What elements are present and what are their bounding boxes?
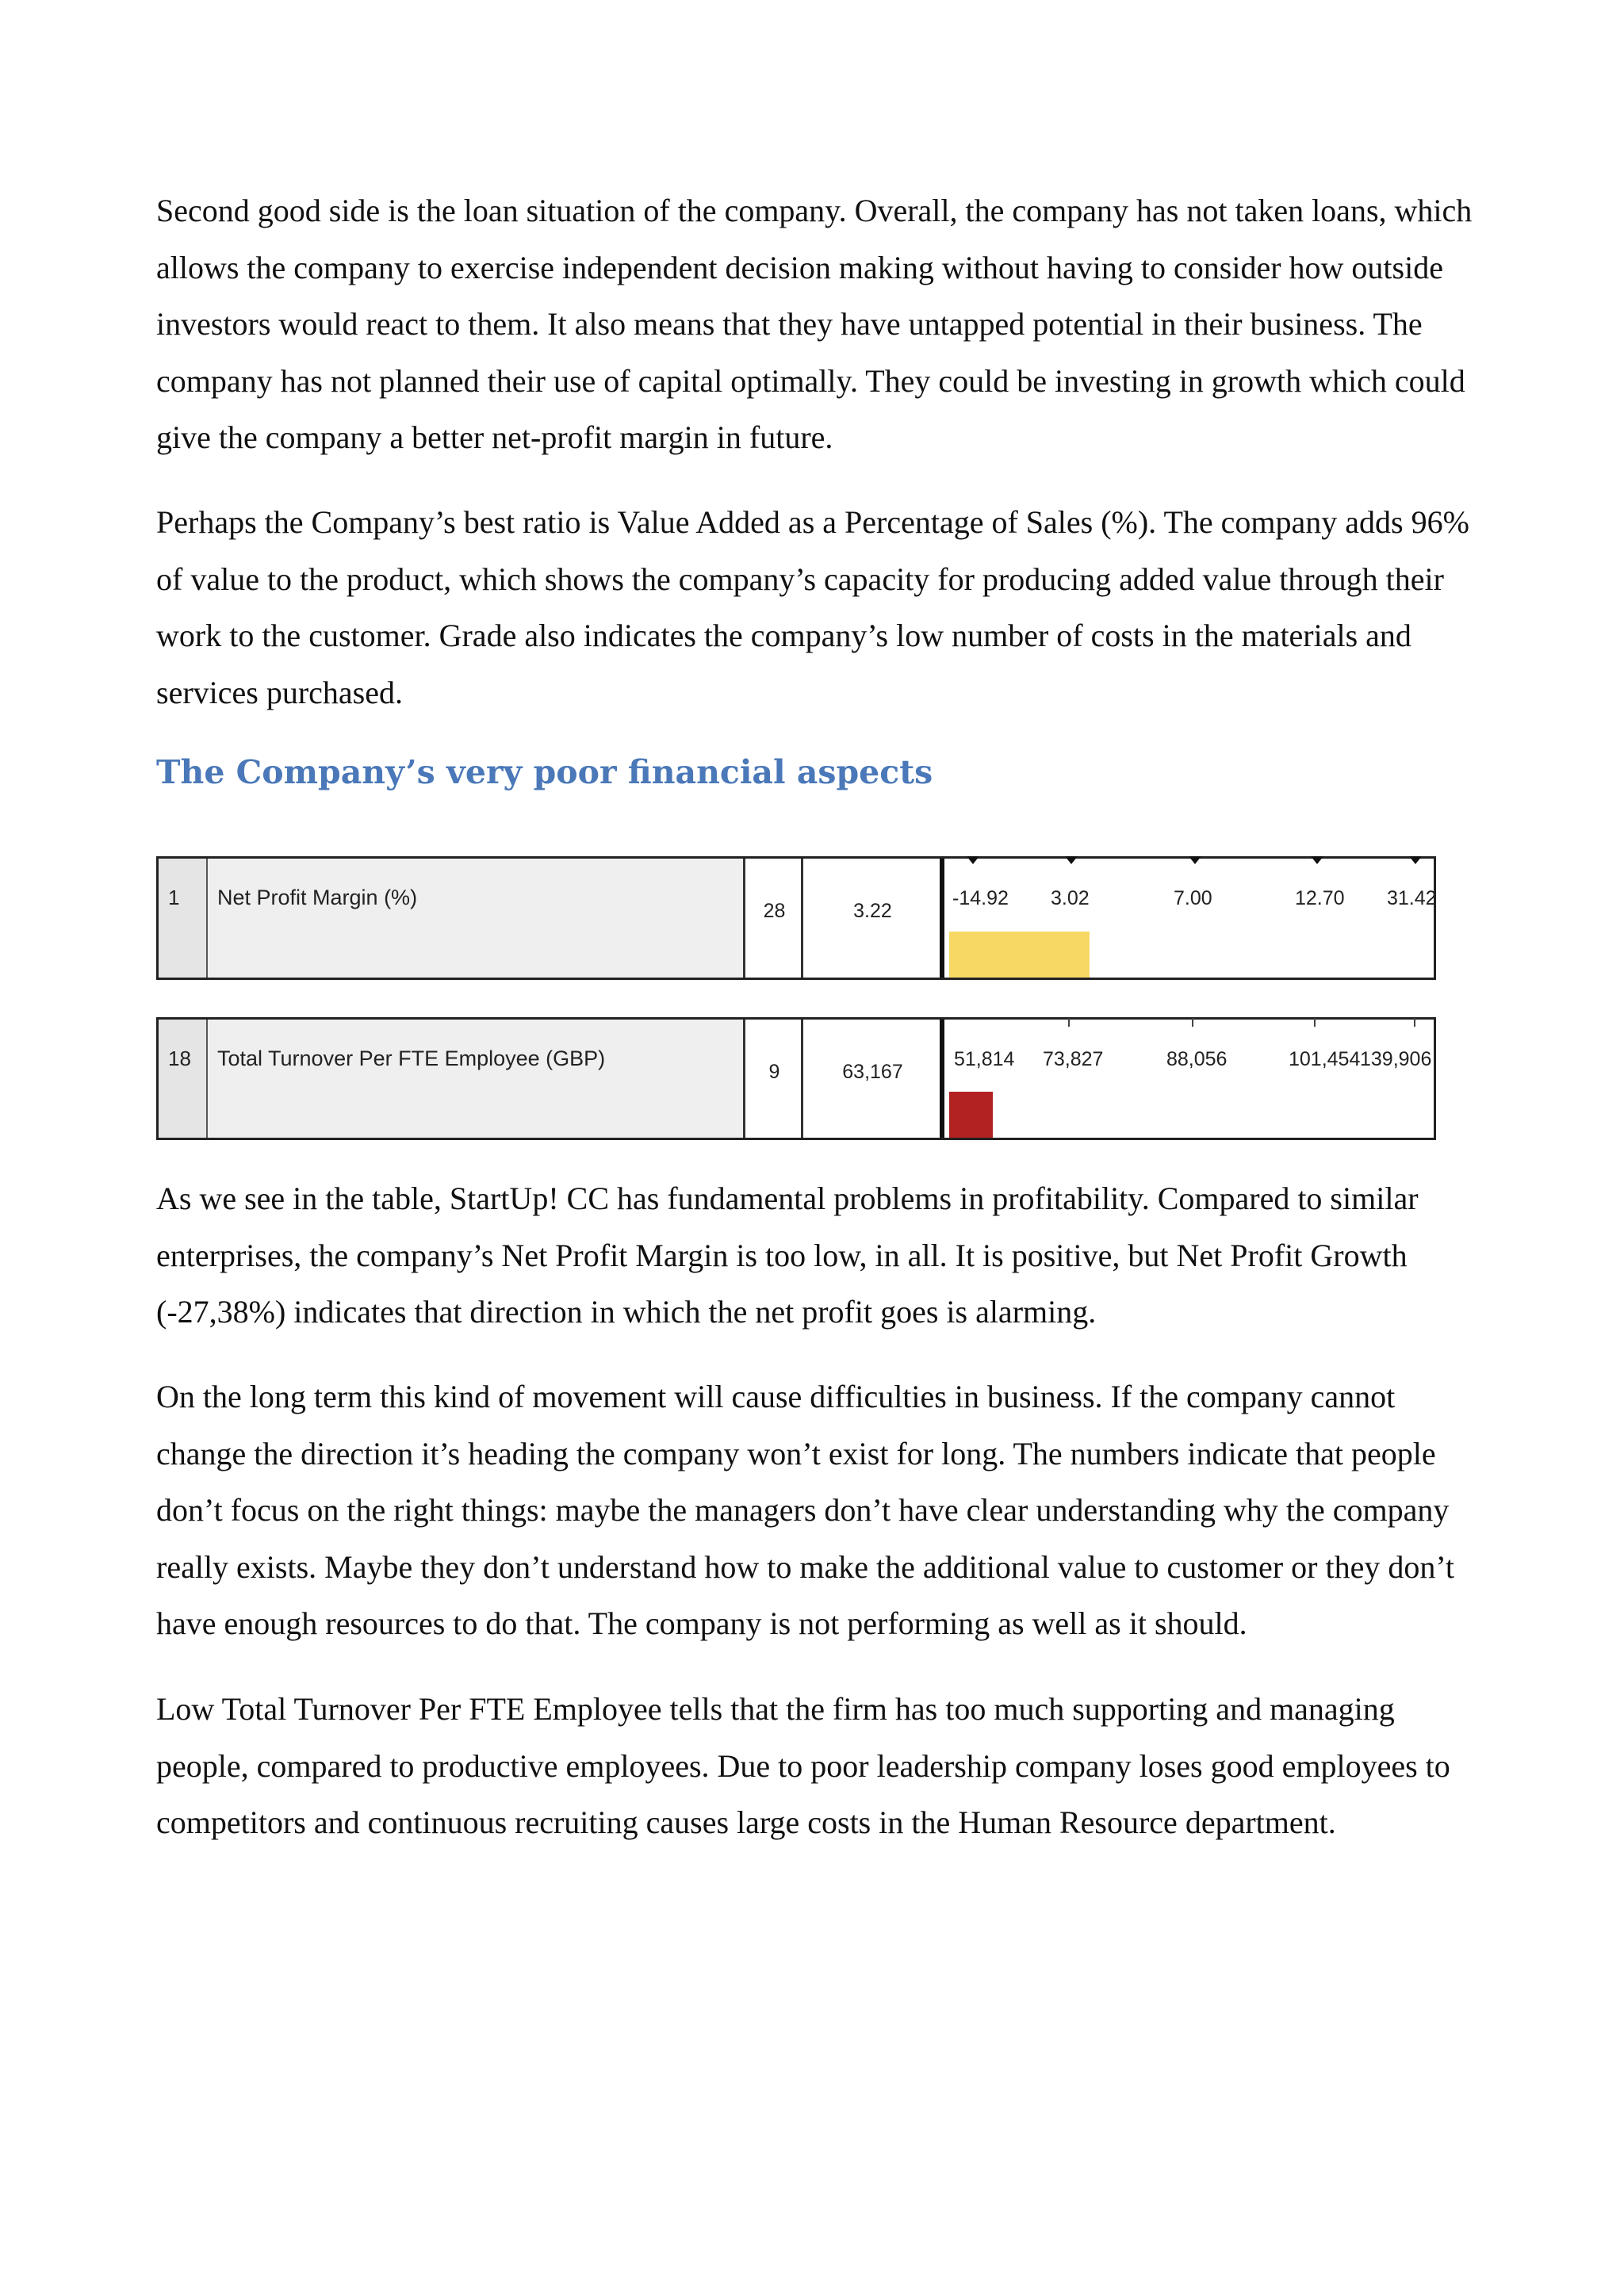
ratio-name-cell bbox=[208, 1020, 745, 1138]
ratio-number: 1 bbox=[168, 886, 180, 909]
ratio-value: 3.22 bbox=[853, 900, 892, 922]
quartile-marker bbox=[1065, 856, 1078, 864]
ratio-count-cell bbox=[748, 859, 803, 978]
scale-label: 101,454 bbox=[1289, 1048, 1361, 1070]
ratio-number: 18 bbox=[168, 1047, 191, 1070]
quartile-tick bbox=[1192, 1018, 1193, 1027]
ratio-table-turnover-per-employee bbox=[156, 1017, 1436, 1140]
paragraph-profitability: As we see in the table, StartUp! CC has fundamental problems in profitability. Compared to similar enterprises, the company’s Net Profit Margin is too low, in all. It is positive, but Net Profit Growth (-27,38%) indicates that direction in which the net profit goes is alarming. bbox=[156, 1181, 1419, 1330]
ratio-count-cell bbox=[748, 1020, 803, 1138]
ratio-name: Total Turnover Per FTE Employee (GBP) bbox=[217, 1047, 606, 1070]
quartile-marker bbox=[967, 856, 979, 864]
ratio-value-cell bbox=[806, 1020, 944, 1138]
ratio-name: Net Profit Margin (%) bbox=[217, 886, 418, 909]
quartile-tick bbox=[1068, 1018, 1070, 1027]
ratio-scale-cell bbox=[949, 1020, 1434, 1138]
paragraph-value-added: Perhaps the Company’s best ratio is Value Added as a Percentage of Sales (%). The company adds 96% of value to the product, which shows the company’s capacity for producing added value through their work to the customer. Grade also indicates the company’s low number of costs in the materials and services purchased. bbox=[156, 504, 1469, 710]
ratio-scale-cell bbox=[949, 859, 1437, 978]
ratio-value: 63,167 bbox=[842, 1061, 903, 1083]
paragraph-loans: Second good side is the loan situation of the company. Overall, the company has not taken loans, which allows the company to exercise independent decision making without having to consider how outside investors would react to them. It also means that they have untapped potential in their business. The company has not planned their use of capital optimally. They could be investing in growth which could give the company a better net-profit margin in future. bbox=[156, 193, 1473, 455]
ratio-number-cell bbox=[159, 859, 208, 978]
ratio-count: 9 bbox=[768, 1061, 780, 1083]
scale-label: 7.00 bbox=[1174, 887, 1212, 909]
quartile-tick bbox=[1314, 1018, 1316, 1027]
quartile-marker bbox=[1311, 856, 1323, 864]
ratio-name-cell bbox=[208, 859, 745, 978]
ratio-bar bbox=[949, 932, 1090, 978]
scale-label: 88,056 bbox=[1166, 1048, 1228, 1070]
scale-label: 31.42 bbox=[1387, 887, 1437, 909]
scale-label: 3.02 bbox=[1051, 887, 1090, 909]
scale-label: 73,827 bbox=[1043, 1048, 1104, 1070]
section-heading: The Company’s very poor financial aspects bbox=[156, 753, 933, 791]
paragraph-turnover: Low Total Turnover Per FTE Employee tells that the firm has too much supporting and managing people, compared to productive employees. Due to poor leadership company loses good employees to competitors and continuous recruiting causes large costs in the Human Resource department. bbox=[156, 1691, 1450, 1840]
paragraph-long-term: On the long term this kind of movement will cause difficulties in business. If the company cannot change the direction it’s heading the company won’t exist for long. The numbers indicate that people don’t focus on the right things: maybe the managers don’t have clear understanding why the company really exists. Maybe they don’t understand how to make the additional value to customer or they don’t have enough resources to do that. The company is not performing as well as it should. bbox=[156, 1379, 1455, 1641]
quartile-tick bbox=[1414, 1018, 1415, 1027]
ratio-table-net-profit-margin bbox=[156, 856, 1436, 980]
quartile-marker bbox=[1409, 856, 1422, 864]
scale-label: 12.70 bbox=[1295, 887, 1345, 909]
ratio-bar bbox=[949, 1092, 993, 1138]
scale-label: 139,906 bbox=[1360, 1048, 1432, 1070]
quartile-marker bbox=[1189, 856, 1201, 864]
ratio-number-cell bbox=[159, 1020, 208, 1138]
ratio-value-cell bbox=[806, 859, 944, 978]
ratio-count: 28 bbox=[763, 900, 786, 922]
scale-label: 51,814 bbox=[954, 1048, 1015, 1070]
scale-label: -14.92 bbox=[952, 887, 1009, 909]
